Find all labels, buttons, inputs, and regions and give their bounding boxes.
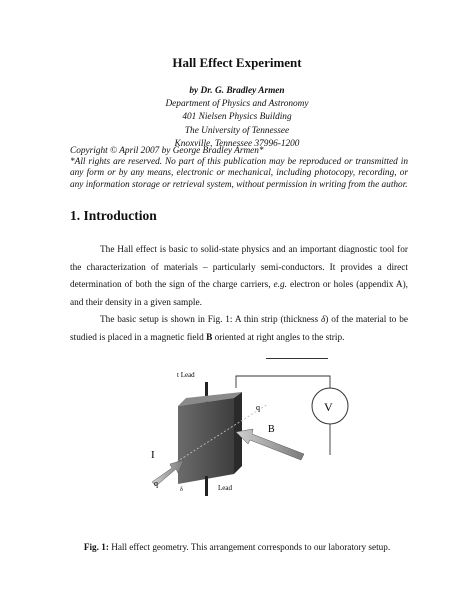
caption-text: Hall effect geometry. This arrangement corresponds to our laboratory setup. (108, 542, 391, 552)
bottom-lead-label: Lead (218, 484, 232, 492)
affiliation-line: 401 Nielsen Physics Building (182, 112, 292, 123)
affiliation-line: The University of Tennessee (184, 125, 290, 136)
caption-label: Fig. 1: (83, 542, 109, 552)
paragraph-2: The basic setup is shown in Fig. 1: A thin strip (thickness δ) of the material to be studied is placed in a magnetic field B oriented at right angles to the strip. (70, 315, 408, 343)
sample-strip-front (178, 398, 234, 484)
voltmeter-wire-top (236, 376, 330, 388)
affiliation-line: Knoxville, Tennessee 37996-1200 (174, 138, 300, 149)
voltmeter-label: V (324, 400, 333, 414)
charge-label-top: q (256, 403, 260, 412)
bottom-lead-wire (205, 476, 208, 496)
author-name: by Dr. G. Bradley Armen (189, 86, 285, 96)
thickness-label: δ (180, 487, 183, 493)
top-lead-label: t Lead (177, 371, 195, 379)
current-label: I (151, 449, 155, 461)
copyright-line: Copyright © April 2007 by George Bradley Armen* (70, 146, 264, 156)
rights-reserved-text: *All rights are reserved. No part of this publication may be reproduced or transmitted in any form or by any means, electronic or mechanical, including photocopy, recording, or any information storage or retrieval system, without permission in writing from the author. (70, 157, 408, 190)
affiliation-line: Department of Physics and Astronomy (165, 99, 309, 110)
charge-label-bottom: q (154, 479, 158, 488)
section-heading: 1. Introduction (70, 208, 157, 223)
field-label: B (268, 424, 275, 435)
paragraph-1: The Hall effect is basic to solid-state physics and an important diagnostic tool for the characterization of materials – particularly semi-conductors. It provides a direct determination of both the sign of the charge carriers, e.g. electron or holes (appendix A), and their density in a given sample. (70, 245, 408, 308)
paper-title: Hall Effect Experiment (172, 55, 302, 70)
figure-caption (0, 542, 474, 552)
